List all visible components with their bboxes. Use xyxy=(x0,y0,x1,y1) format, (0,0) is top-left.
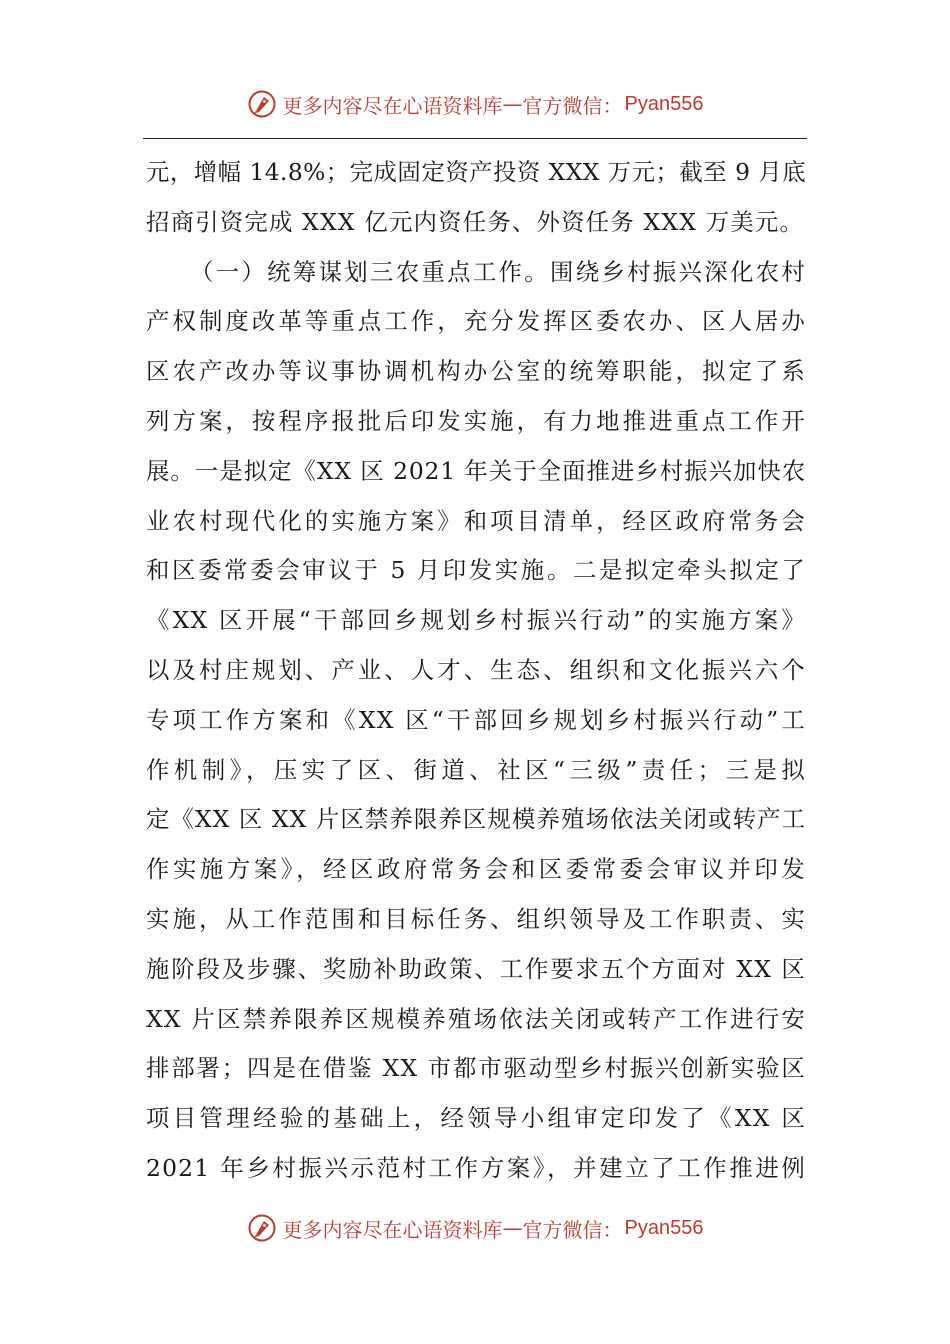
body-line: 专项工作方案和《XX 区“干部回乡规划乡村振兴行动”工 xyxy=(146,705,806,734)
body-line: 展。一是拟定《XX 区 2021 年关于全面推进乡村振兴加快农 xyxy=(146,456,806,485)
body-line: 施阶段及步骤、奖励补助政策、工作要求五个方面对 XX 区 xyxy=(146,954,806,983)
footer-dash: — xyxy=(502,1216,523,1240)
body-line: 和区委常委会审议于 5 月印发实施。二是拟定牵头拟定了 xyxy=(146,556,806,585)
pen-nib-logo-icon xyxy=(247,1213,277,1243)
body-line: （一）统筹谋划三农重点工作。围绕乡村振兴深化农村 xyxy=(190,257,806,286)
footer-brand: 更多内容尽在心语资料库 xyxy=(282,1217,503,1242)
header-dash: — xyxy=(502,92,523,116)
body-line: 作机制》，压实了区、街道、社区“三级”责任；三是拟 xyxy=(146,755,806,784)
body-line: 实施，从工作范围和目标任务、组织领导及工作职责、实 xyxy=(146,904,806,933)
body-line: 作实施方案》，经区政府常务会和区委常委会审议并印发 xyxy=(146,855,806,884)
body-line: 元，增幅 14.8%；完成固定资产投资 XXX 万元；截至 9 月底 xyxy=(146,158,806,186)
body-line: 产权制度改革等重点工作，充分发挥区委农办、区人居办 xyxy=(146,307,806,336)
body-line: 排部署；四是在借鉴 XX 市都市驱动型乡村振兴创新实验区 xyxy=(146,1054,806,1083)
header-banner xyxy=(0,84,950,124)
footer-banner xyxy=(0,1208,950,1248)
body-line: 区农产改办等议事协调机构办公室的统筹职能，拟定了系 xyxy=(146,357,806,386)
header-divider xyxy=(143,138,807,139)
body-line: 2021 年乡村振兴示范村工作方案》，并建立了工作推进例 xyxy=(146,1153,806,1182)
document-body xyxy=(146,148,806,1194)
body-line: 业农村现代化的实施方案》和项目清单，经区政府常务会 xyxy=(146,506,806,535)
body-line: 《XX 区开展“干部回乡规划乡村振兴行动”的实施方案》 xyxy=(146,606,806,635)
body-line: 项目管理经验的基础上，经领导小组审定印发了《XX 区 xyxy=(146,1104,806,1133)
pen-nib-logo-icon xyxy=(247,89,277,119)
header-wechat-label: 官方微信： xyxy=(522,93,623,118)
body-line: XX 片区禁养限养区规模养殖场依法关闭或转产工作进行安 xyxy=(146,1004,806,1033)
footer-wechat-id: Pyan556 xyxy=(624,1216,704,1239)
footer-wechat-label: 官方微信： xyxy=(522,1217,623,1242)
header-wechat-id: Pyan556 xyxy=(624,92,704,115)
body-line: 招商引资完成 XXX 亿元内资任务、外资任务 XXX 万美元。 xyxy=(146,207,805,236)
body-line: 以及村庄规划、产业、人才、生态、组织和文化振兴六个 xyxy=(146,655,806,684)
body-line: 定《XX 区 XX 片区禁养限养区规模养殖场依法关闭或转产工 xyxy=(146,805,806,834)
body-line: 列方案，按程序报批后印发实施，有力地推进重点工作开 xyxy=(146,406,806,435)
header-brand: 更多内容尽在心语资料库 xyxy=(282,93,503,118)
